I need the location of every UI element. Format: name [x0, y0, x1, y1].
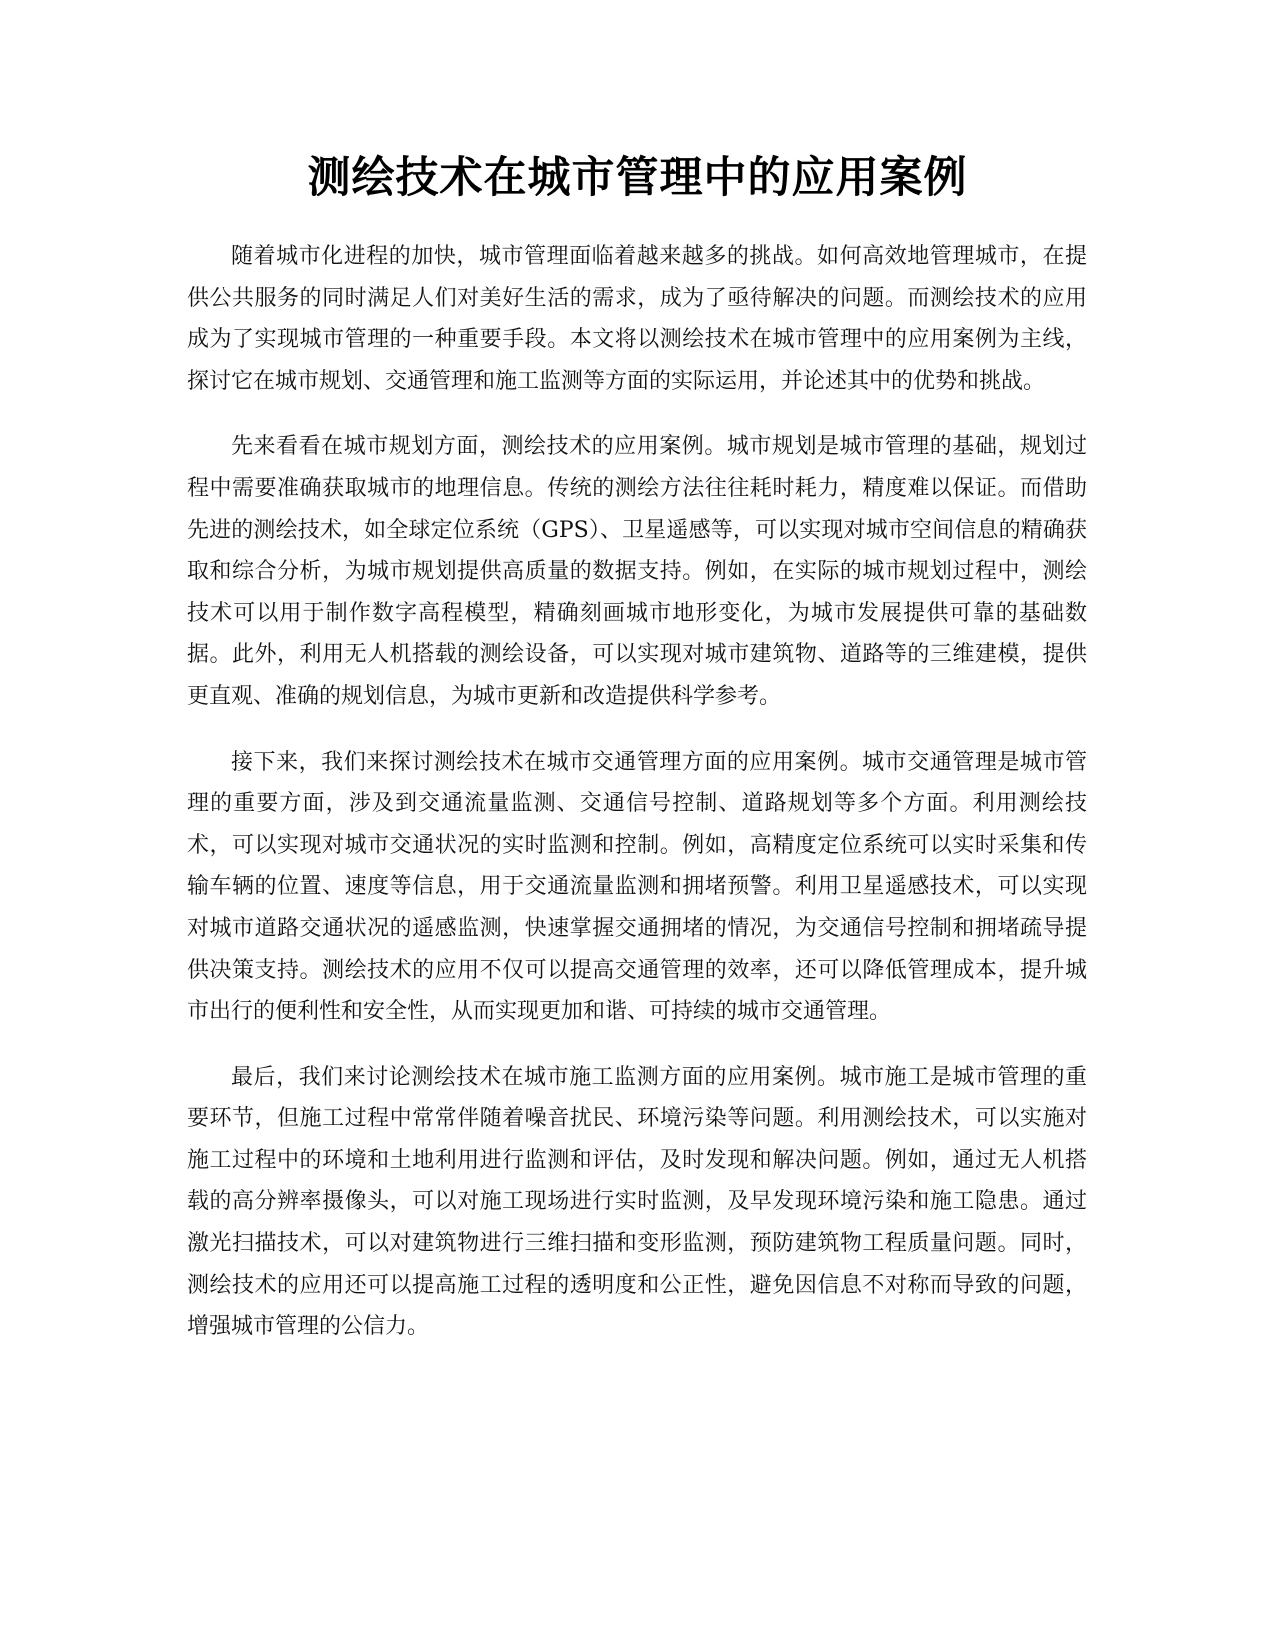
paragraph-intro: 随着城市化进程的加快，城市管理面临着越来越多的挑战。如何高效地管理城市，在提供公共服务的同时满足人们对美好生活的需求，成为了亟待解决的问题。而测绘技术的应用成为了实现城市管理的一种重要手段。本文将以测绘技术在城市管理中的应用案例为主线，探讨它在城市规划、交通管理和施工监测等方面的实际运用，并论述其中的优势和挑战。 — [187, 244, 1087, 394]
page-title: 测绘技术在城市管理中的应用案例 — [307, 153, 968, 203]
document-body — [187, 236, 1087, 1372]
paragraph-construction-monitoring: 最后，我们来讨论测绘技术在城市施工监测方面的应用案例。城市施工是城市管理的重要环节，但施工过程中常常伴随着噪音扰民、环境污染等问题。利用测绘技术，可以实施对施工过程中的环境和土地利用进行监测和评估，及时发现和解决问题。例如，通过无人机搭载的高分辨率摄像头，可以对施工现场进行实时监测，及早发现环境污染和施工隐患。通过激光扫描技术，可以对建筑物进行三维扫描和变形监测，预防建筑物工程质量问题。同时，测绘技术的应用还可以提高施工过程的透明度和公正性，避免因信息不对称而导致的问题，增强城市管理的公信力。 — [187, 1064, 1087, 1340]
paragraph-urban-planning: 先来看看在城市规划方面，测绘技术的应用案例。城市规划是城市管理的基础，规划过程中需要准确获取城市的地理信息。传统的测绘方法往往耗时耗力，精度难以保证。而借助先进的测绘技术，如全球定位系统（GPS）、卫星遥感等，可以实现对城市空间信息的精确获取和综合分析，为城市规划提供高质量的数据支持。例如，在实际的城市规划过程中，测绘技术可以用于制作数字高程模型，精确刻画城市地形变化，为城市发展提供可靠的基础数据。此外，利用无人机搭载的测绘设备，可以实现对城市建筑物、道路等的三维建模，提供更直观、准确的规划信息，为城市更新和改造提供科学参考。 — [187, 434, 1087, 709]
paragraph-traffic-management: 接下来，我们来探讨测绘技术在城市交通管理方面的应用案例。城市交通管理是城市管理的重要方面，涉及到交通流量监测、交通信号控制、道路规划等多个方面。利用测绘技术，可以实现对城市交通状况的实时监测和控制。例如，高精度定位系统可以实时采集和传输车辆的位置、速度等信息，用于交通流量监测和拥堵预警。利用卫星遥感技术，可以实现对城市道路交通状况的遥感监测，快速掌握交通拥堵的情况，为交通信号控制和拥堵疏导提供决策支持。测绘技术的应用不仅可以提高交通管理的效率，还可以降低管理成本，提升城市出行的便利性和安全性，从而实现更加和谐、可持续的城市交通管理。 — [187, 749, 1087, 1025]
